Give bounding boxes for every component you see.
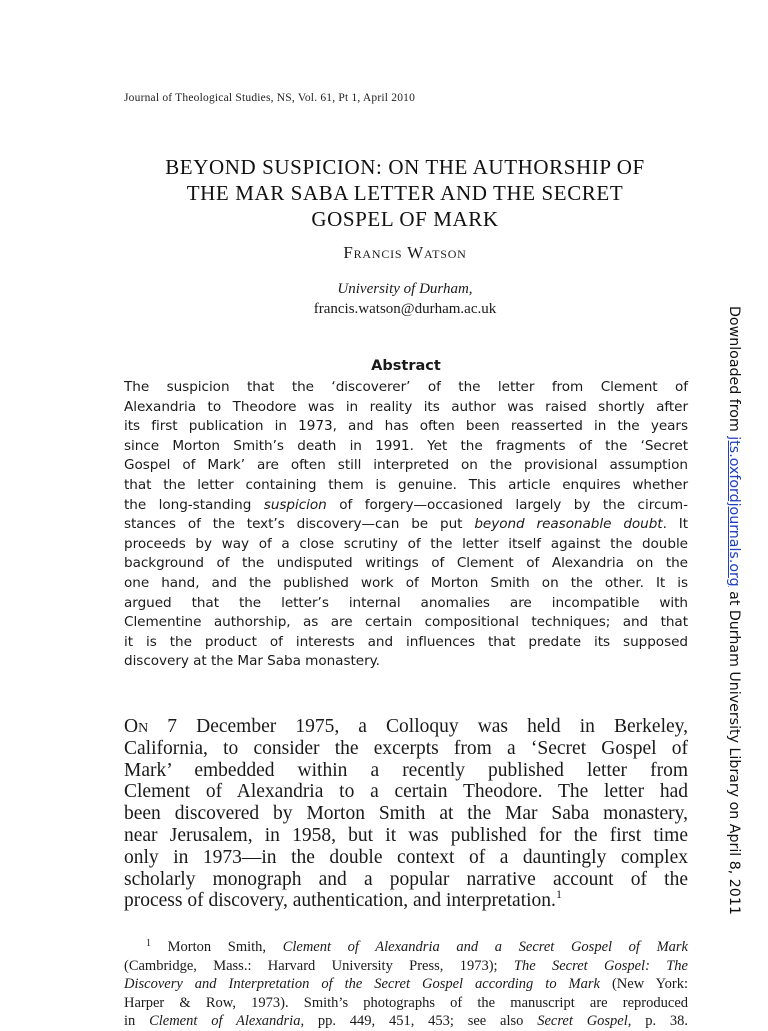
article-title — [110, 154, 700, 232]
body-line: been discovered by Morton Smith at the Mar Saba monastery, — [124, 803, 688, 825]
emphasis: beyond reasonable doubt — [474, 516, 663, 533]
abstract-line: discovery at the Mar Saba monastery. — [124, 653, 380, 670]
affiliation — [110, 279, 700, 319]
institution: University of Durham, — [337, 281, 473, 297]
author-name: Francis Watson — [343, 243, 467, 262]
download-suffix: at Durham University Library on April 8, 2011 — [726, 586, 742, 915]
author-email[interactable]: francis.watson@durham.ac.uk — [313, 301, 497, 317]
footnote-reference[interactable]: 1 — [555, 887, 562, 902]
body-line: Mark’ embedded within a recently published letter from — [124, 759, 688, 781]
title-line: GOSPEL OF MARK — [311, 207, 499, 231]
opening-word: On — [124, 716, 149, 737]
body-line: California, to consider the excerpts from a ‘Secret Gospel of — [124, 737, 688, 759]
abstract-line: one hand, and the published work of Morton Smith on the other. It is — [124, 574, 688, 591]
abstract-line: Gospel of Mark’ are often still interpreted on the provisional assumption — [124, 457, 688, 474]
footnote-line: (Cambridge, Mass.: Harvard University Press, 1973); The Secret Gospel: The — [124, 957, 688, 974]
body-line: scholarly monograph and a popular narrative account of the — [124, 868, 688, 890]
abstract-line: Clementine authorship, as are certain compositional techniques; and that — [124, 614, 688, 631]
title-line: BEYOND SUSPICION: ON THE AUTHORSHIP OF — [165, 155, 645, 179]
abstract-line: it is the product of interests and influences that predate its supposed — [124, 633, 688, 650]
abstract-line: its first publication in 1973, and has often been reasserted in the years — [124, 418, 688, 435]
abstract-line: background of the undisputed writings of Clement of Alexandria on the — [124, 555, 688, 572]
abstract-line: the long-standing suspicion of forgery—occasioned largely by the circum- — [124, 496, 688, 513]
body-line: only in 1973—in the double context of a dauntingly complex — [124, 846, 688, 868]
journal-site-link[interactable]: jts.oxfordjournals.org — [726, 436, 742, 587]
emphasis: suspicion — [263, 496, 327, 513]
abstract-line: The suspicion that the ‘discoverer’ of the letter from Clement of — [124, 379, 688, 395]
title-line: THE MAR SABA LETTER AND THE SECRET — [186, 181, 624, 205]
abstract-heading: Abstract — [371, 358, 441, 374]
body-line: near Jerusalem, in 1958, but it was published for the first time — [124, 824, 688, 846]
download-watermark — [726, 306, 742, 915]
footnote-line: Harper & Row, 1973). Smith’s photographs of the manuscript are reproduced — [124, 994, 688, 1011]
body-line: process of discovery, authentication, and interpretation.$^1$ — [124, 887, 562, 912]
footnote-line: in Clement of Alexandria, pp. 449, 451, 453; see also Secret Gospel, p. 38. — [124, 1013, 689, 1029]
abstract-line: that the letter containing them is genuine. This article enquires whether — [124, 476, 688, 493]
body-line: On 7 December 1975, a Colloquy was held in Berkeley, — [124, 716, 688, 737]
footnote-line: $^1$ Morton Smith, Clement of Alexandria and a Secret Gospel of Mark — [146, 938, 688, 955]
footnote-line: Discovery and Interpretation of the Secret Gospel according to Mark (New York: — [124, 976, 688, 992]
abstract-body — [124, 378, 688, 672]
footnote — [124, 938, 688, 1031]
download-prefix: Downloaded from — [726, 306, 742, 437]
body-paragraph — [124, 716, 688, 912]
footnote-marker: 1 — [146, 938, 151, 949]
body-line: Clement of Alexandria to a certain Theodore. The letter had — [124, 781, 688, 803]
journal-citation: Journal of Theological Studies, NS, Vol. 61, Pt 1, April 2010 — [124, 92, 416, 104]
abstract-line: argued that the letter’s internal anomalies are incompatible with — [124, 594, 688, 611]
abstract-line: stances of the text’s discovery—can be put beyond reasonable doubt. It — [124, 516, 689, 533]
abstract-line: Alexandria to Theodore was in reality its author was raised shortly after — [124, 398, 688, 415]
abstract-line: since Morton Smith’s death in 1991. Yet the fragments of the ‘Secret — [124, 437, 688, 454]
abstract-line: proceeds by way of a close scrutiny of the letter itself against the double — [124, 535, 688, 552]
